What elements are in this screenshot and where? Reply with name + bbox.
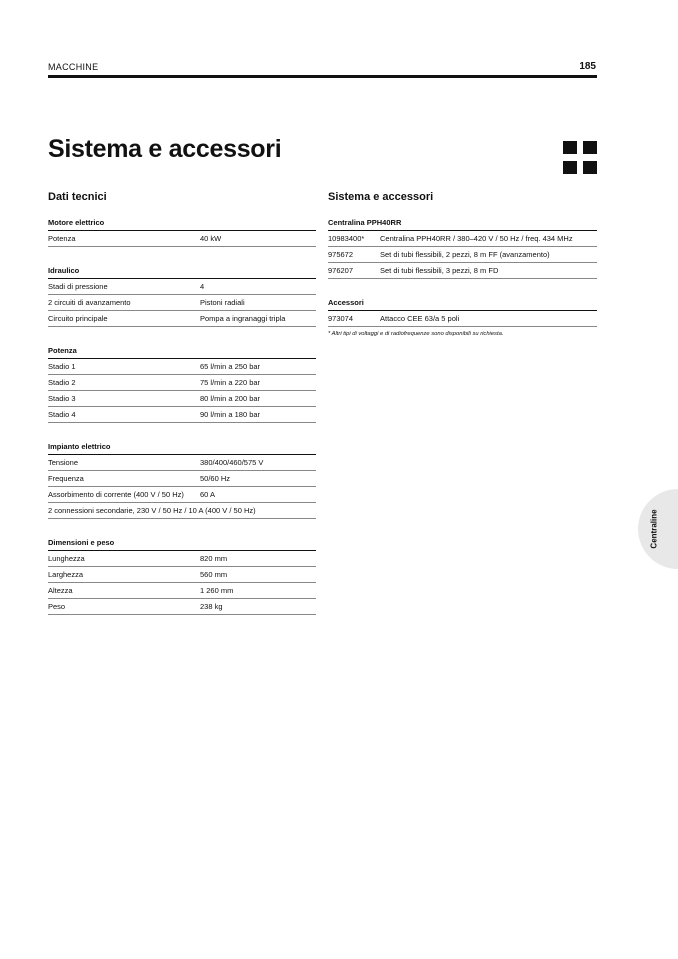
row-value: 60 A (200, 490, 216, 499)
table-row (328, 311, 597, 327)
article-code: 973074 (328, 314, 354, 323)
table-row (328, 247, 597, 263)
table-row (48, 599, 316, 615)
row-label: Altezza (48, 586, 73, 595)
row-value: Pistoni radiali (200, 298, 245, 307)
row-label: Stadio 4 (48, 410, 76, 419)
row-label: Tensione (48, 458, 79, 467)
row-label: Peso (48, 602, 66, 611)
row-value: 238 kg (200, 602, 223, 611)
row-value: 80 l/min a 200 bar (200, 394, 261, 403)
article-description: Centralina PPH40RR / 380–420 V / 50 Hz / freq. 434 MHz (380, 234, 573, 243)
article-code: 975672 (328, 250, 354, 259)
section-side-tab-label: Centraline (649, 509, 659, 549)
row-value: 560 mm (200, 570, 228, 579)
table-row (48, 583, 316, 599)
row-value: 380/400/460/575 V (200, 458, 264, 467)
table-row (48, 359, 316, 375)
table-row (48, 487, 316, 503)
grid-icon (563, 141, 597, 175)
row-value: 4 (200, 282, 205, 291)
row-label: Stadio 3 (48, 394, 76, 403)
table-row (48, 407, 316, 423)
row-label: Stadio 2 (48, 378, 76, 387)
article-code: 10983400* (328, 234, 365, 243)
table-row (48, 375, 316, 391)
row-value: Pompa a ingranaggi tripla (200, 314, 286, 323)
table-row (48, 391, 316, 407)
row-value: 40 kW (200, 234, 222, 243)
row-value: 1 260 mm (200, 586, 234, 595)
row-label: Assorbimento di corrente (400 V / 50 Hz) (48, 490, 184, 499)
row-value: 820 mm (200, 554, 228, 563)
row-label: Potenza (48, 234, 76, 243)
row-label: Lunghezza (48, 554, 85, 563)
article-description: Set di tubi flessibili, 2 pezzi, 8 m FF (avanzamento) (380, 250, 550, 259)
group-title: Potenza (48, 343, 316, 359)
row-label: Stadio 1 (48, 362, 76, 371)
table-row (48, 455, 316, 471)
table-row (48, 231, 316, 247)
table-row (48, 279, 316, 295)
row-value: 90 l/min a 180 bar (200, 410, 261, 419)
row-value: 50/60 Hz (200, 474, 231, 483)
table-row (48, 311, 316, 327)
article-description: Set di tubi flessibili, 3 pezzi, 8 m FD (380, 266, 499, 275)
table-row (48, 471, 316, 487)
technical-data-column (48, 191, 316, 615)
row-label: Larghezza (48, 570, 84, 579)
table-row (328, 231, 597, 247)
article-description: Attacco CEE 63/a 5 poli (380, 314, 460, 323)
group-title: Motore elettrico (48, 215, 316, 231)
row-label: 2 connessioni secondarie, 230 V / 50 Hz / 10 A (400 V / 50 Hz) (48, 506, 256, 515)
group-title: Dimensioni e peso (48, 535, 316, 551)
group-title: Idraulico (48, 263, 316, 279)
group-title: Impianto elettrico (48, 439, 316, 455)
row-value: 75 l/min a 220 bar (200, 378, 261, 387)
article-code: 976207 (328, 266, 354, 275)
footnote: * Altri tipi di voltaggi e di radiofrequenze sono disponibili su richiesta. (328, 331, 504, 337)
table-row (328, 263, 597, 279)
group-title: Accessori (328, 295, 597, 311)
system-accessories-column (328, 191, 597, 337)
header-rule (48, 75, 597, 78)
page-title: Sistema e accessori (48, 135, 282, 163)
system-accessories-heading: Sistema e accessori (328, 191, 434, 203)
row-label: Frequenza (48, 474, 84, 483)
table-row (48, 551, 316, 567)
table-row (48, 295, 316, 311)
table-row (48, 567, 316, 583)
row-label: 2 circuiti di avanzamento (48, 298, 131, 307)
group-title: Centralina PPH40RR (328, 215, 597, 231)
table-row (48, 503, 316, 519)
row-label: Circuito principale (48, 314, 108, 323)
row-label: Stadi di pressione (48, 282, 108, 291)
technical-data-heading: Dati tecnici (48, 191, 107, 203)
row-value: 65 l/min a 250 bar (200, 362, 261, 371)
page-number: 185 (579, 61, 596, 72)
header-section-label: MACCHINE (48, 62, 99, 72)
